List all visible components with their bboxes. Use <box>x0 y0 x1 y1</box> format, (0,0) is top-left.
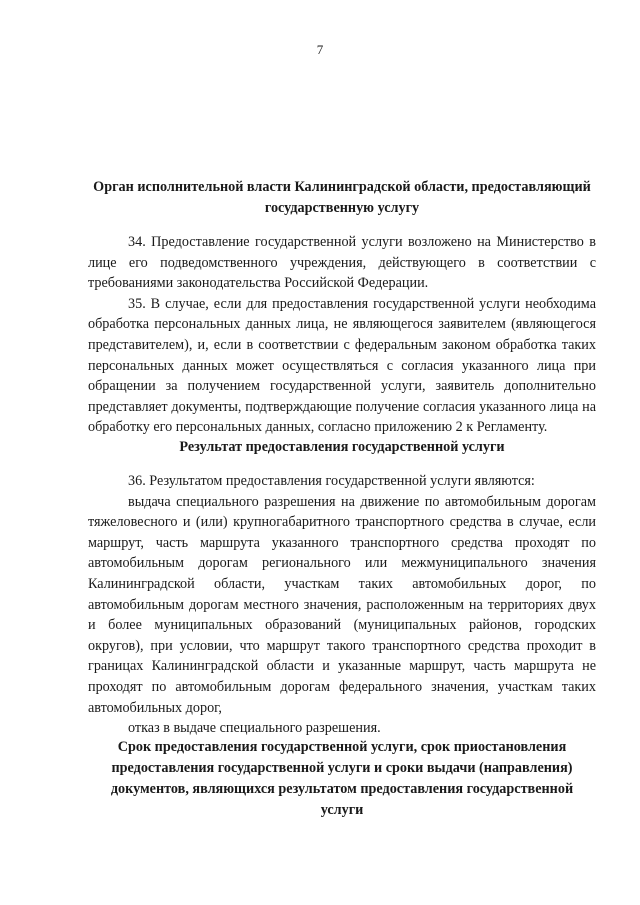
paragraph-35: 35. В случае, если для предоставления государственной услуги необходима обработка персональных данных лица, не являющегося заявителем (являющегося представителем), и, если в соответствии с федеральным законом обработка таких персональных данных может осуществляться с согласия указанного лица при обращении за получением государственной услуги, заявитель дополнительно представляет документы, подтверждающие получение согласия указанного лица на обработку его персональных данных, согласно приложению 2 к Регламенту. <box>88 295 596 436</box>
page-number: 7 <box>316 42 324 57</box>
section-heading-deadlines: Срок предоставления государственной услуги, срок приостановления предоставления государственной услуги и сроки выдачи (направления) документов, являющихся результатом предоставления государственной услуги <box>110 739 574 818</box>
paragraph-36-issue-permit: выдача специального разрешения на движение по автомобильным дорогам тяжеловесного и (или) крупногабаритного транспортного средства в случае, если маршрут, часть маршрута указанного транспортного средства проходят по автомобильным дорогам регионального или межмуниципального значения Калининградской области, участкам таких автомобильных дорог, по автомобильным дорогам местного значения, расположенным на территориях двух и более муниципальных образований (муниципальных районов, городских округов), при условии, что маршрут такого транспортного средства проходит в границах Калининградской области и указанные маршрут, часть маршрута не проходят по автомобильным дорогам федерального значения, участкам таких автомобильных дорог, <box>88 493 596 716</box>
paragraph-36-refusal: отказ в выдаче специального разрешения. <box>128 720 381 737</box>
section-heading-authority: Орган исполнительной власти Калининградской области, предоставляющий государственную услугу <box>93 179 591 216</box>
paragraph-36: 36. Результатом предоставления государственной услуги являются: <box>128 473 535 489</box>
section-heading-result: Результат предоставления государственной услуги <box>179 439 505 455</box>
paragraph-34: 34. Предоставление государственной услуги возложено на Министерство в лице его подведомственного учреждения, действующего в соответствии с требованиями законодательства Российской Федерации. <box>88 234 596 292</box>
section-body-authority <box>88 232 596 438</box>
section-body-result <box>88 471 596 739</box>
